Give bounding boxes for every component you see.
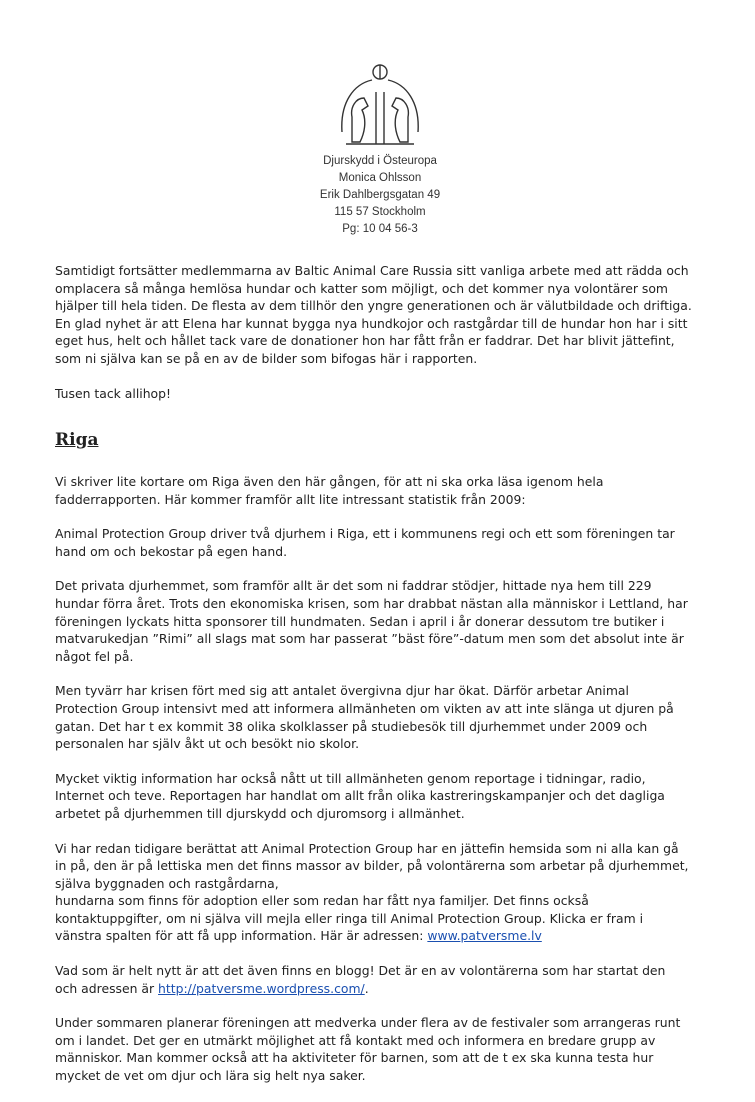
text-line: Det privata djurhemmet, som framför allt är det som ni faddrar stödjer, hittade nya hem till 229 [55, 578, 652, 594]
text-line: eget hus, helt och hållet tack vare de donationer hon har fått från er faddrar. Det har blivit jättefint, [55, 333, 675, 349]
patversme-blog-link[interactable]: http://patversme.wordpress.com/ [158, 980, 365, 996]
text-line: mycket de vet om djur och lära sig helt nya saker. [55, 1068, 366, 1084]
text-line: Men tyvärr har krisen fört med sig att antalet övergivna djur har ökat. Därför arbetar Animal [55, 683, 629, 699]
text-segment: vänstra spalten för att få upp information. Här är adressen: [55, 928, 428, 944]
text-line: hjälper till hela tiden. De flesta av dem tillhör den yngre generationen och är välutbildade och driftiga. [55, 298, 692, 314]
text-line: som ni själva kan se på en av de bilder som bifogas här i rapporten. [55, 350, 478, 366]
riga-paragraph-8 [55, 1014, 725, 1084]
text-line: Tusen tack allihop! [55, 385, 171, 401]
address-line-org: Djurskydd i Östeuropa [323, 155, 437, 167]
address-line-city: 115 57 Stockholm [334, 206, 426, 218]
text-line: fadderrapporten. Här kommer framför allt lite intressant statistik från 2009: [55, 491, 526, 507]
riga-heading: Riga [55, 430, 99, 450]
text-line: Vad som är helt nytt är att det även finns en blogg! Det är en av volontärerna som har startat den [55, 963, 666, 979]
text-line: människor. Man kommer också att ha aktiviteter för barnen, som att de t ex ska kunna testa hur [55, 1050, 654, 1066]
dog-and-cat-logo-icon [332, 62, 428, 152]
riga-paragraph-5 [55, 770, 725, 823]
riga-paragraph-6 [55, 840, 725, 946]
address-line-street: Erik Dahlbergsgatan 49 [319, 189, 441, 201]
text-line: Vi har redan tidigare berättat att Animal Protection Group har en jättefin hemsida som ni alla kan gå [55, 840, 679, 856]
text-line: Animal Protection Group driver två djurhem i Riga, ett i kommunens regi och ett som föreningen tar [55, 526, 675, 542]
riga-paragraph-1 [55, 473, 725, 508]
riga-paragraph-4 [55, 682, 725, 752]
text-line: kontaktuppgifter, om ni själva vill mejla eller ringa till Animal Protection Group. Klicka er fram i [55, 910, 644, 926]
riga-body [55, 473, 725, 1102]
text-line: Internet och teve. Reportagen har handlat om allt från olika kastreringskampanjer och det dagliga [55, 788, 665, 804]
text-line: in på, den är på lettiska men det finns massor av bilder, på volontärerna som arbetar på djurhemmet, [55, 858, 689, 874]
address-line-name: Monica Ohlsson [338, 172, 422, 184]
text-line: hundar förra året. Trots den ekonomiska krisen, som har drabbat nästan alla människor i Lettland, har [55, 595, 688, 611]
text-line: omplacera så många hemlösa hundar och katter som möjligt, och det kommer nya volontärer som [55, 280, 668, 296]
riga-paragraph-2 [55, 525, 725, 560]
riga-paragraph-7 [55, 962, 725, 997]
text-line: Protection Group intensivt med att informera allmänheten om vikten av att inte slänga ut djuren på [55, 700, 674, 716]
intro-paragraph-1 [55, 262, 725, 368]
text-line: hand om och bekostar på egen hand. [55, 543, 288, 559]
text-line [55, 927, 725, 945]
intro-section [55, 262, 725, 419]
letterhead [300, 62, 460, 237]
address-line-giro: Pg: 10 04 56-3 [342, 223, 418, 235]
text-line: något fel på. [55, 648, 134, 664]
text-line: Vi skriver lite kortare om Riga även den här gången, för att ni ska orka läsa igenom hela [55, 474, 604, 489]
text-line: personalen har själv åkt ut och besökt nio skolor. [55, 736, 360, 752]
text-line: Samtidigt fortsätter medlemmarna av Baltic Animal Care Russia sitt vanliga arbete med att rädda och [55, 263, 689, 278]
text-line: föreningen lyckats hitta sponsorer till hundmaten. Sedan i april i år donerar dessutom tre butiker i [55, 613, 665, 629]
intro-paragraph-2 [55, 385, 725, 403]
riga-section [55, 432, 725, 450]
text-line: hundarna som finns för adoption eller som redan har fått nya familjer. Det finns också [55, 893, 589, 909]
text-line: arbetet på djurhemmen till djurskydd och djuromsorg i allmänhet. [55, 805, 465, 821]
text-segment: . [364, 980, 369, 996]
text-line: matvarukedjan ”Rimi” all slags mat som har passerat ”bäst före”-datum men som det absolut inte är [55, 631, 684, 647]
text-segment: och adressen är [55, 980, 159, 996]
text-line: Under sommaren planerar föreningen att medverka under flera av de festivaler som arrangeras runt [55, 1015, 681, 1031]
text-line: själva byggnaden och rastgårdarna, [55, 875, 279, 891]
text-line: Mycket viktig information har också nått ut till allmänheten genom reportage i tidningar, radio, [55, 770, 646, 786]
riga-paragraph-3 [55, 577, 725, 665]
text-line: gatan. Det har t ex kommit 38 olika skolklasser på studiebesök till djurhemmet under 2009 och [55, 718, 648, 734]
text-line: En glad nyhet är att Elena har kunnat bygga nya hundkojor och rastgårdar till de hundar hon har i sitt [55, 315, 688, 331]
text-line: om i landet. Det ger en utmärkt möjlighet att få kontakt med och informera en bredare grupp av [55, 1032, 656, 1048]
patversme-website-link[interactable]: www.patversme.lv [427, 928, 542, 944]
text-line [55, 980, 725, 998]
